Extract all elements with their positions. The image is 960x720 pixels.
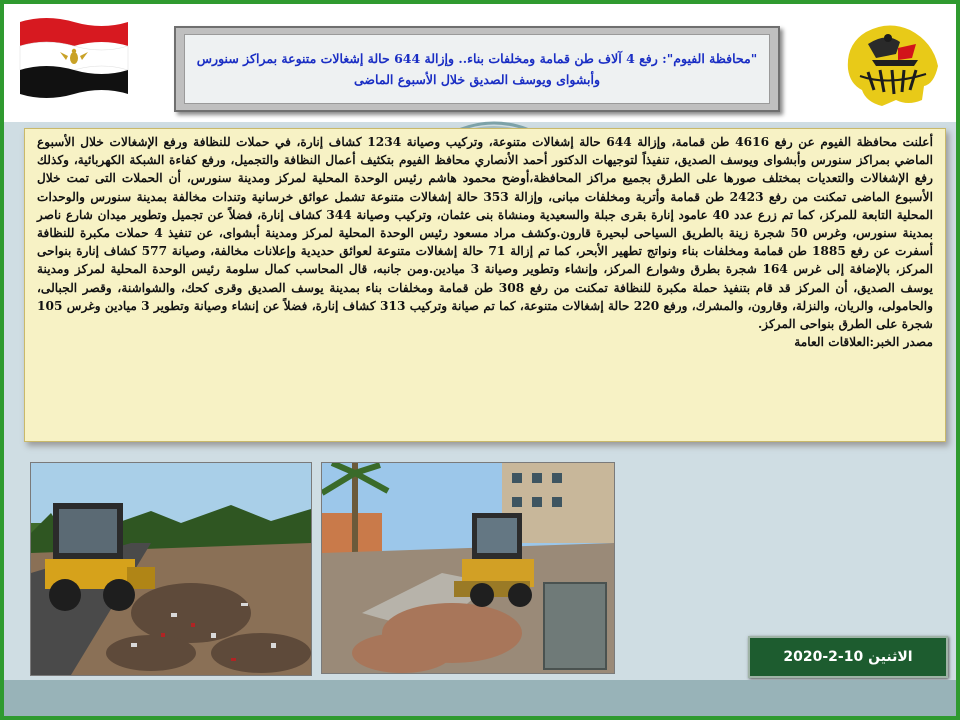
bulldozer-clearing-roadside-trash-photo-icon	[30, 462, 312, 676]
bulldozer-removing-rubble-photo-icon	[321, 462, 615, 674]
date-badge	[748, 636, 948, 678]
headline-inner	[184, 34, 770, 104]
article-panel	[24, 128, 946, 442]
egypt-flag-icon	[16, 12, 131, 98]
fayoum-governorate-logo-icon	[838, 14, 948, 114]
date-text: الاثنين 10-2-2020	[783, 649, 913, 665]
news-source: مصدر الخبر:العلاقات العامة	[794, 335, 933, 350]
footer-band	[4, 680, 956, 716]
article-text	[25, 129, 945, 351]
headline-box	[174, 26, 780, 112]
article-body: أعلنت محافظة الفيوم عن رفع 4616 طن قمامة، وإزالة 644 حالة إشغالات متنوعة، وتركيب وصيانة 1234 كشاف إنارة، في حملات للنظافة ورفع الإشغالات خلال الأسبوع الماضي بمراكز سنورس وأبشواى ويوسف الصديق، تنفيذاً لتوجيهات الدكتور أحمد الأنصاري محافظ الفيوم بتكثيف أعمال النظافة والتجميل، ورفع كفاءة الشبكة الكهربائية، وكذلك رفع الإشغالات والتعديات بمختلف صورها على الطرق بجميع مراكز المحافظة،أوضح محمود هاشم رئيس الوحدة المحلية لمركز ومدينة سنورس، أن الحملات التى تمت خلال الأسبوع الماضى تمكنت من رفع 2423 طن قمامة وأتربة ومخلفات مبانى، وإزالة 353 حالة إشغالات متنوعة تشمل عوائق خرسانية وتندات مخالفة بمدينة سنورس والوحدات المحلية التابعة للمركز، كما تم زرع عدد 40 عامود إنارة بقرى جبلة والسعيدية ومنشاة بنى عثمان، وتركيب وصيانة 344 كشاف إنارة، فضلاً عن تجميل وتطوير ميدان شارع ناصر بمدينة سنورس، وغرس 50 شجرة زينة بالطريق السياحى لبحيرة قارون.وكشف مراد مسعود رئيس الوحدة المحلية لمركز ومدينة أبشواى، عن تنفيذ 4 حملات مكبرة للنظافة أسفرت عن رفع 1885 طن قمامة ومخلفات بناء ونواتج تطهير الأبحر، كما تم إزالة 71 حالة إشغالات متنوعة لعوائق حديدية وإعلانات مخالفة، وصيانة 577 كشاف إنارة بنواحى المركز، بالإضافة إلى غرس 164 شجرة بطرق وشوارع المركز، وإنشاء وتطوير وصيانة 3 ميادين.ومن جانبه، قال المحاسب كمال سلومة رئيس الوحدة المحلية لمركز ومدينة يوسف الصديق، أن المركز قد قام بتنفيذ حملة مكبرة للنظافة تمكنت من رفع 308 طن قمامة ومخلفات بناء بمدينة يوسف الصديق وقرى كحك، والشواشنة، وقصر الجبالى، والحامولى، والريان، والنزلة، وقارون، والمشرك، ورفع 220 حالة إشغالات متنوعة، كما تم صيانة وتركيب 313 كشاف إنارة، فضلاً عن إنشاء وصيانة وتطوير 3 ميادين وغرس 105 شجرة على الطرق بنواحى المركز.	[37, 135, 934, 332]
headline-text: "محافظة الفيوم": رفع 4 آلاف طن قمامة ومخلفات بناء.. وإزالة 644 حالة إشغالات متنوعة بمراكز سنورس وأبشواى ويوسف الصديق خلال الأسبوع الماضى	[196, 51, 758, 87]
